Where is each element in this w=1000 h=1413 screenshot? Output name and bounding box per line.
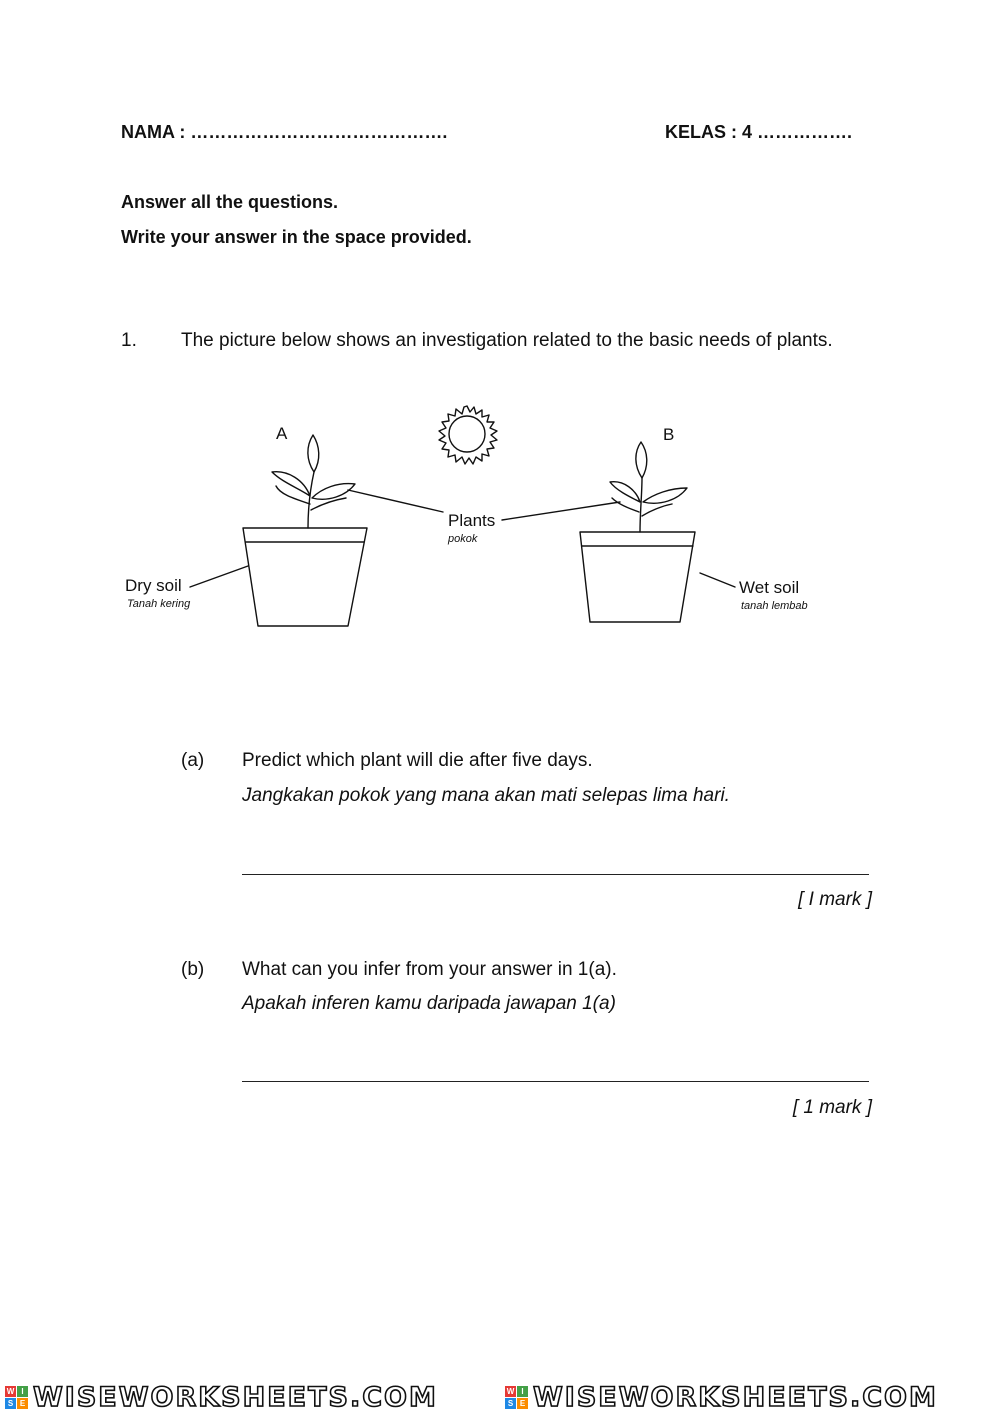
dry-soil-pointer-line: [190, 566, 248, 587]
part-b-marks: [ 1 mark ]: [792, 1097, 872, 1118]
wiseworksheets-logo-2: [505, 1382, 938, 1413]
part-b-answer-line[interactable]: [242, 1081, 869, 1082]
plant-investigation-diagram: [110, 390, 840, 640]
pot-b-icon: [580, 532, 695, 622]
part-a-marks: [ I mark ]: [798, 889, 872, 910]
plants-pointer-line-b: [502, 502, 620, 520]
plant-b-icon: [610, 442, 687, 532]
pot-a-icon: [243, 528, 367, 626]
part-b-question-malay: Apakah inferen kamu daripada jawapan 1(a): [242, 993, 616, 1014]
class-field-label: KELAS : 4 …………….: [665, 122, 853, 142]
part-b-letter: (b): [181, 959, 205, 980]
footer-watermark: [0, 1376, 1000, 1413]
instruction-line-1: Answer all the questions.: [121, 192, 339, 212]
plant-a-label: A: [276, 424, 288, 443]
part-a-question: Predict which plant will die after five days.: [242, 750, 593, 771]
sun-icon: [439, 406, 497, 464]
wet-soil-label: Wet soil: [739, 578, 800, 597]
logo-text-2: WISEWORKSHEETS.COM: [533, 1382, 938, 1413]
plants-pointer-line: [348, 490, 443, 512]
logo-text: WISEWORKSHEETS.COM: [33, 1382, 438, 1413]
logo-squares-icon: W I S E: [505, 1386, 528, 1409]
part-a-answer-line[interactable]: [242, 874, 869, 875]
question-number: 1.: [121, 330, 137, 351]
name-field-label: NAMA : …………………………………….: [121, 122, 448, 142]
part-a-question-malay: Jangkakan pokok yang mana akan mati selepas lima hari.: [242, 785, 730, 806]
instruction-line-2: Write your answer in the space provided.: [121, 227, 472, 247]
plant-b-label: B: [663, 425, 675, 444]
dry-soil-label: Dry soil: [125, 576, 182, 595]
dry-soil-malay-label: Tanah kering: [127, 598, 191, 610]
part-a-letter: (a): [181, 750, 205, 771]
question-text: The picture below shows an investigation related to the basic needs of plants.: [181, 330, 833, 351]
wet-soil-malay-label: tanah lembab: [741, 600, 808, 612]
plants-malay-label: pokok: [448, 533, 478, 545]
wet-soil-pointer-line: [700, 573, 735, 587]
wiseworksheets-logo: [5, 1382, 438, 1413]
part-b-question: What can you infer from your answer in 1(a).: [242, 959, 617, 980]
plant-a-icon: [272, 435, 355, 528]
plants-label: Plants: [448, 511, 496, 530]
logo-squares-icon: W I S E: [5, 1386, 28, 1409]
